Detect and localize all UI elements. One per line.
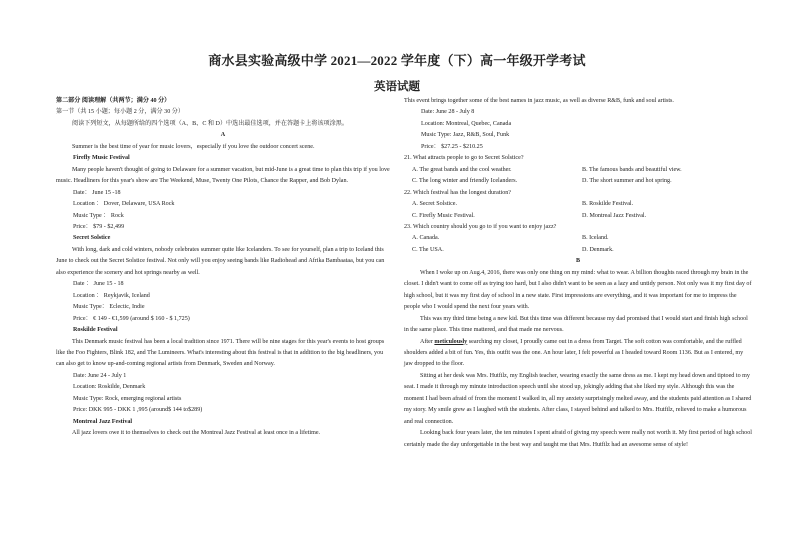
- festival-name-montreal: Montreal Jazz Festival: [73, 418, 133, 425]
- question-21-options: [404, 176, 752, 187]
- option-c: C. The long winter and friendly Icelanders.: [412, 178, 518, 185]
- option-c: C. Firefly Music Festival.: [412, 212, 475, 219]
- question-23-options: [404, 245, 752, 256]
- festival-price: Price： $79 - $2,499: [73, 223, 125, 230]
- festival-desc-montreal-cont: This event brings together some of the best names in jazz music, as well as diverse R&B, funk and soul artists.: [404, 98, 674, 104]
- text-run: After: [420, 338, 435, 345]
- part-heading: 第一节（共 15 小题；每小题 2 分，满分 30 分）: [56, 109, 184, 116]
- question-21: 21. What attracts people to go to Secret Solstice?: [404, 155, 524, 162]
- question-23-options: [404, 233, 752, 244]
- option-a: A. The great bands and the cool weather.: [412, 166, 512, 173]
- passage-a-label: A: [220, 132, 226, 139]
- section-heading: 第二部分 阅读理解（共两节；满分 40 分）: [56, 98, 171, 104]
- option-d: D. The short summer and hot spring.: [582, 178, 672, 185]
- festival-music-type: Music Type： Eclectic, Indie: [73, 304, 145, 311]
- passage-b-paragraph-1: When I woke up on Aug.4, 2016, there was only one thing on my mind: what to wear. A billion thoughts raced through my brain in the closet. I didn't want to come off as trying too hard, but I also didn't want to be seen as a lazy and untidy person. Not only was it my first day of high school, but it was my first day of school in a new state. First impressions are everything, and it was important for me to impress the people who I would spend the next four years with.: [404, 269, 752, 311]
- exam-subtitle: 英语试题: [374, 81, 420, 93]
- festival-date: Date: June 28 - July 8: [421, 109, 475, 116]
- question-21-options: [404, 165, 752, 176]
- festival-music-type: Music Type: Rock, emerging regional artists: [73, 395, 182, 402]
- underlined-word: meticulously: [434, 338, 468, 345]
- festival-location: Location: Montreal, Quebec, Canada: [421, 120, 512, 127]
- question-22: 22. Which festival has the longest duration?: [404, 189, 512, 196]
- right-column: [404, 96, 752, 451]
- festival-name-firefly: Firefly Music Festival: [73, 155, 130, 162]
- festival-price: Price: DKK 995 - DKK 1 ,995 (around$ 144 to$289): [73, 407, 203, 414]
- option-b: B. Iceland.: [582, 235, 609, 242]
- passage-b-paragraph-2: This was my third time being a new kid. But this time was different because my dad promised that I would start and finish high school in the same place. This time mattered, and that made me nervous.: [404, 315, 748, 334]
- left-column: [56, 96, 390, 440]
- option-c: C. The USA.: [412, 246, 444, 253]
- option-a: A. Canada.: [412, 235, 440, 242]
- festival-date: Date: June 24 - July 1: [73, 372, 127, 379]
- festival-location: Location: Roskilde, Denmark: [73, 384, 146, 391]
- festival-desc-roskilde: This Denmark music festival has been a local tradition since 1971. There will be nine stages for this year's events to host groups like the Foo Fighters, Blink 182, and The Lumineers. What's interesting about this festival is that in addition to the big headliners, you can also get to know up-and-coming regional artists from Denmark, Sweden and Norway.: [56, 338, 385, 368]
- question-22-options: [404, 211, 752, 222]
- festival-desc-secret-solstice: With long, dark and cold winters, nobody celebrates summer quite like Icelanders. To see for yourself, plan a trip to Iceland this June to check out the Secret Solstice festival. Not only will you enjoy seeing bands like Radiohead and Afrika Bambaataa, but you can also experience the scenery and hot springs nearby as well.: [56, 246, 385, 276]
- option-b: B. The famous bands and beautiful view.: [582, 166, 682, 173]
- festival-desc-montreal: All jazz lovers owe it to themselves to check out the Montreal Jazz Festival at least once in a lifetime.: [72, 430, 321, 437]
- passage-b-paragraph-4: Sitting at her desk was Mrs. Hutfilz, my English teacher, wearing exactly the same dress as me. I kept my head down and tiptoed to my seat. I made it through my minute introduction speech until she stood up, jokingly adding that she liked my style. Although this was the moment I had been afraid of from the moment I walked in, all my anxiety surprisingly melted away, and the students paid attention as I shared my story. My smile grew as I laughed with the students. After class, I stayed behind and talked to Mrs. Hutfilz, relieved to make a humorous and real connection.: [404, 372, 752, 425]
- instructions: 阅读下列短文，从每题所给的四个选项（A、B、C 和 D）中选出最佳选项，并在答题卡上将该项涂黑。: [72, 120, 348, 127]
- option-a: A. Secret Solstice.: [412, 201, 458, 208]
- festival-location: Location ： Reykjavik, Iceland: [73, 292, 150, 299]
- exam-title: 商水县实验高级中学 2021—2022 学年度（下）高一年级开学考试: [208, 53, 586, 68]
- question-23: 23. Which country should you go to if you want to enjoy jazz?: [404, 223, 557, 230]
- festival-date: Date ： June 15 - 18: [73, 281, 124, 288]
- festival-date: Date： June 15 -18: [73, 189, 121, 196]
- festival-location: Location ： Dover, Delaware, USA Rock: [73, 201, 175, 208]
- passage-b-paragraph-3: [404, 337, 752, 371]
- festival-music-type: Music Type ： Rock: [73, 212, 124, 219]
- option-d: D. Denmark.: [582, 246, 614, 253]
- passage-b-paragraph-5: Looking back four years later, the ten minutes I spent afraid of giving my speech were really not worth it. My first period of high school certainly made the day unforgettable in the best way and taught me that Mrs. Hutfilz had an awesome sense of style!: [404, 430, 752, 448]
- festival-name-roskilde: Roskilde Festival: [73, 327, 118, 334]
- passage-a-intro: Summer is the best time of year for music lovers，especially if you love the outdoor concert scene.: [72, 143, 315, 150]
- festival-price: Price： $27.25 - $210.25: [421, 143, 483, 150]
- passage-b-label: B: [575, 258, 581, 265]
- text-run: searching my closet, I proudly came out in a dress from Target. The soft cotton was comfortable, and the ruffled shoulders added a bit of fun. Yes, this outfit was the one. An hour later, I felt powerful as I headed toward Room 1136. But as I entered, my jaw dropped to the floor.: [404, 338, 744, 368]
- option-b: B. Roskilde Festival.: [582, 201, 634, 208]
- festival-music-type: Music Type: Jazz, R&B, Soul, Funk: [421, 132, 510, 139]
- question-22-options: [404, 199, 752, 210]
- festival-price: Price： € 149 - €1,599 (around $ 160 - $ 1,725): [73, 315, 190, 322]
- festival-desc-firefly: Many people haven't thought of going to Delaware for a summer vacation, but mid-June is a great time to plan this trip if you love music. Headliners for this year's show are The Weekend, Muse, Twenty One Pilots, Chance the Rapper, and Bob Dylan.: [56, 166, 390, 185]
- festival-name-secret-solstice: Secret Solstice: [73, 235, 111, 242]
- exam-header: [0, 50, 794, 94]
- option-d: D. Montreal Jazz Festival.: [582, 212, 647, 219]
